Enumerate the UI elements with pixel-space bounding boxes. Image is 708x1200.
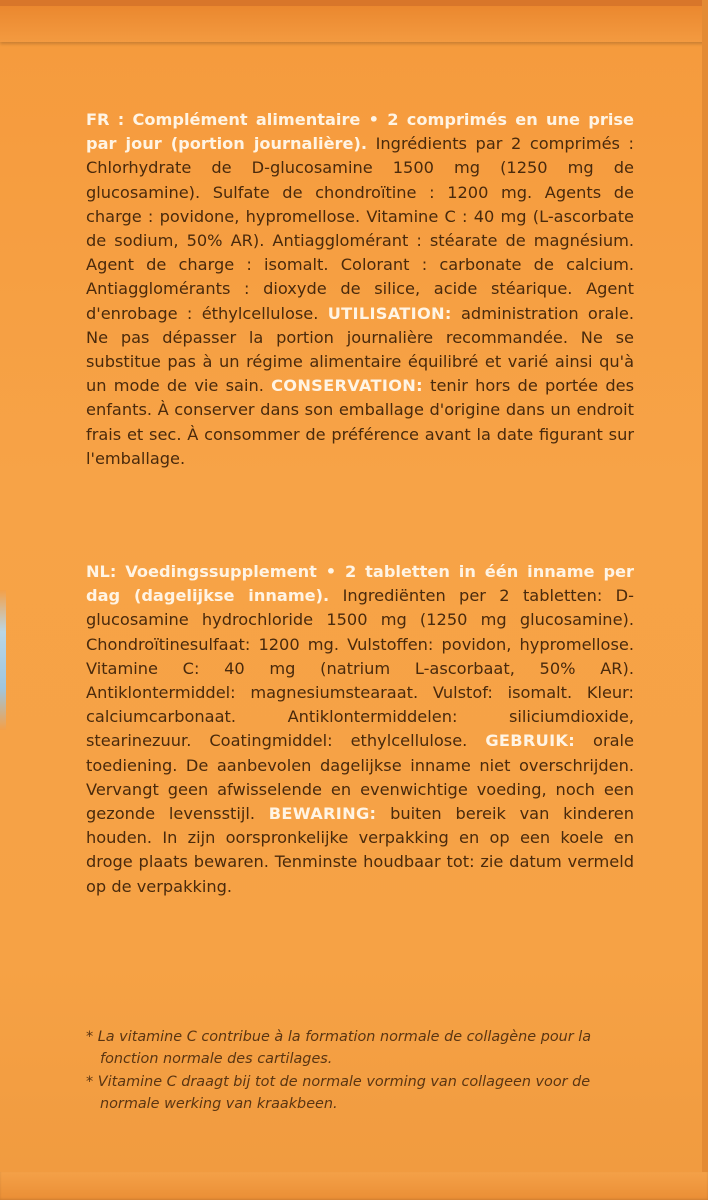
footnote-fr: * La vitamine C contribue à la formation normale de collagène pour la fonction normale des cartilages. — [86, 1029, 592, 1068]
footnote-nl: * Vitamine C draagt bij tot de normale vorming van collageen voor de normale werking van kraakbeen. — [86, 1073, 591, 1113]
dutch-header: NL: Voedingssupplement • 2 tabletten in één inname per dag (dagelijkse inname). — [86, 562, 634, 606]
dutch-storage-text: buiten bereik van kinderen houden. In zijn oorspronkelijke verpakking en op een koele en droge plaats bewaren. Tenminste houdbaar tot: zie datum vermeld op de verpakking. — [86, 804, 635, 896]
french-ingredients: Ingrédients par 2 comprimés : Chlorhydrate de D-glucosamine 1500 mg (1250 mg de glucosamine). Sulfate de chondroïtine : 1200 mg. Agents de charge : povidone, hypromellose. Vitamine C : 40 mg (L-ascorbate de sodium, 50% AR). Antiagglomérant : stéarate de magnésium. Agent de charge : isomalt. Colorant : carbonate de calcium. Antiagglomérants : dioxyde de silice, acide stéarique. Agent d'enrobage : éthylcellulose. — [86, 134, 634, 323]
box-side-tab — [0, 590, 6, 730]
dutch-label-text — [86, 560, 634, 899]
french-storage-label: CONSERVATION: — [271, 376, 423, 396]
box-top-edge — [0, 0, 708, 6]
box-right-edge — [702, 0, 708, 1200]
dutch-storage-label: BEWARING: — [268, 804, 377, 824]
french-usage-label: UTILISATION: — [327, 303, 452, 323]
box-top-flap — [0, 0, 708, 42]
french-storage-text: tenir hors de portée des enfants. À conserver dans son emballage d'origine dans un endroit frais et sec. À consommer de préférence avant la date figurant sur l'emballage. — [86, 376, 634, 468]
dutch-ingredients: Ingrediënten per 2 tabletten: D-glucosamine hydrochloride 1500 mg (1250 mg glucosamine). Chondroïtinesulfaat: 1200 mg. Vulstoffen: povidon, hypromellose. Vitamine C: 40 mg (natrium L-ascorbaat, 50% AR). Antiklontermiddel: magnesiumstearaat. Vulstof: isomalt. Kleur: calciumcarbonaat. Antiklontermiddelen: siliciumdioxide, stearinezuur. Coatingmiddel: ethylcellulose. — [86, 586, 634, 751]
french-header: FR : Complément alimentaire • 2 comprimés en une prise par jour (portion journalière). — [86, 110, 634, 154]
french-label-text — [86, 108, 634, 471]
box-bottom-edge — [0, 1172, 708, 1200]
dutch-usage-label: GEBRUIK: — [485, 731, 576, 751]
dutch-usage-text: orale toediening. De aanbevolen dagelijkse inname niet overschrijden. Vervangt geen afwisselende en evenwichtige voeding, noch een gezonde levensstijl. — [86, 731, 634, 824]
footnotes — [86, 1026, 646, 1116]
french-usage-text: administration orale. Ne pas dépasser la portion journalière recommandée. Ne se substitue pas à un régime alimentaire équilibré et varié ainsi qu'à un mode de vie sain. — [86, 303, 634, 396]
